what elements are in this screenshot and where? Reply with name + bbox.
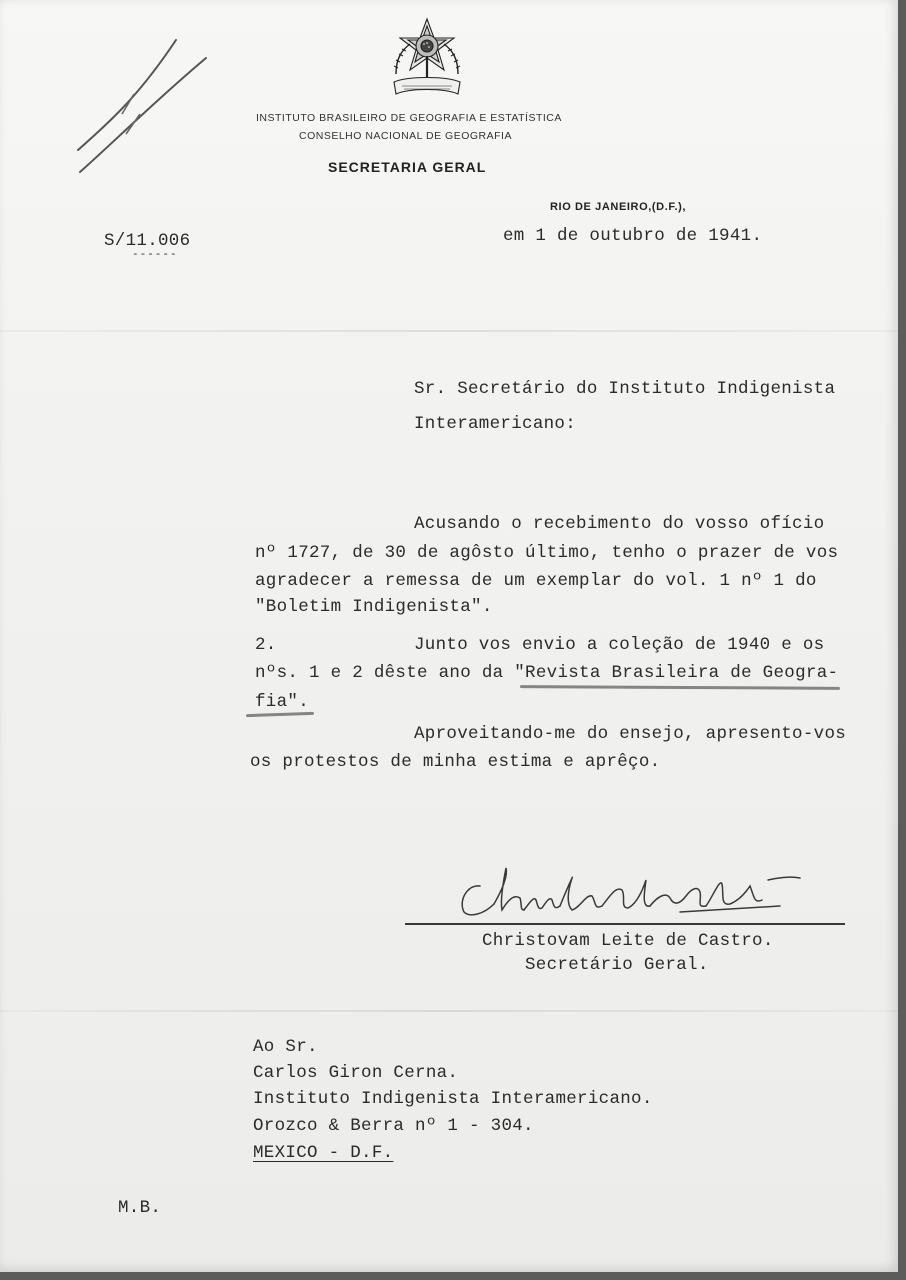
council-name: CONSELHO NACIONAL DE GEOGRAFIA xyxy=(299,130,512,142)
date-line: em 1 de outubro de 1941. xyxy=(503,226,763,246)
department-name: SECRETARIA GERAL xyxy=(328,159,487,175)
signatory-title: Secretário Geral. xyxy=(525,955,709,975)
addressee-line: Carlos Giron Cerna. xyxy=(253,1063,459,1083)
addressee-line: Instituto Indigenista Interamericano. xyxy=(253,1089,653,1109)
reference-underline: ------ xyxy=(132,249,178,261)
body-line: agradecer a remessa de um exemplar do vol. 1 nº 1 do xyxy=(255,571,817,591)
handwritten-signature xyxy=(450,856,810,926)
institute-name: INSTITUTO BRASILEIRO DE GEOGRAFIA E ESTATÍSTICA xyxy=(256,112,562,124)
body-line: nºs. 1 e 2 dêste ano da "Revista Brasileira de Geogra- xyxy=(255,663,839,683)
body-line: "Boletim Indigenista". xyxy=(255,597,493,617)
paper-fold xyxy=(0,1010,898,1012)
place-line: RIO DE JANEIRO,(D.F.), xyxy=(550,201,687,213)
brazil-coat-of-arms-icon xyxy=(388,16,466,106)
signature-line xyxy=(405,923,845,925)
paper-fold xyxy=(0,330,898,332)
body-line: Aproveitando-me do ensejo, apresento-vos xyxy=(414,724,847,744)
addressee-line: MEXICO - D.F. xyxy=(253,1143,394,1163)
paragraph-number: 2. xyxy=(255,635,277,655)
pencil-mark-icon xyxy=(66,30,216,180)
pencil-underline xyxy=(520,685,840,690)
body-line: fia". xyxy=(255,692,310,712)
pencil-underline xyxy=(246,712,314,717)
salutation-line: Sr. Secretário do Instituto Indigenista xyxy=(414,379,836,399)
typist-initials: M.B. xyxy=(118,1198,162,1218)
body-line: nº 1727, de 30 de agôsto último, tenho o prazer de vos xyxy=(255,543,839,563)
body-line: Acusando o recebimento do vosso ofício xyxy=(414,514,825,534)
body-line: os protestos de minha estima e aprêço. xyxy=(250,752,661,772)
addressee-line: Ao Sr. xyxy=(253,1037,318,1057)
salutation-line: Interamericano: xyxy=(414,414,577,434)
signatory-name: Christovam Leite de Castro. xyxy=(482,931,774,951)
body-line: Junto vos envio a coleção de 1940 e os xyxy=(414,635,825,655)
reference-code: S/11.006 xyxy=(104,231,191,251)
addressee-line: Orozco & Berra nº 1 - 304. xyxy=(253,1116,534,1136)
